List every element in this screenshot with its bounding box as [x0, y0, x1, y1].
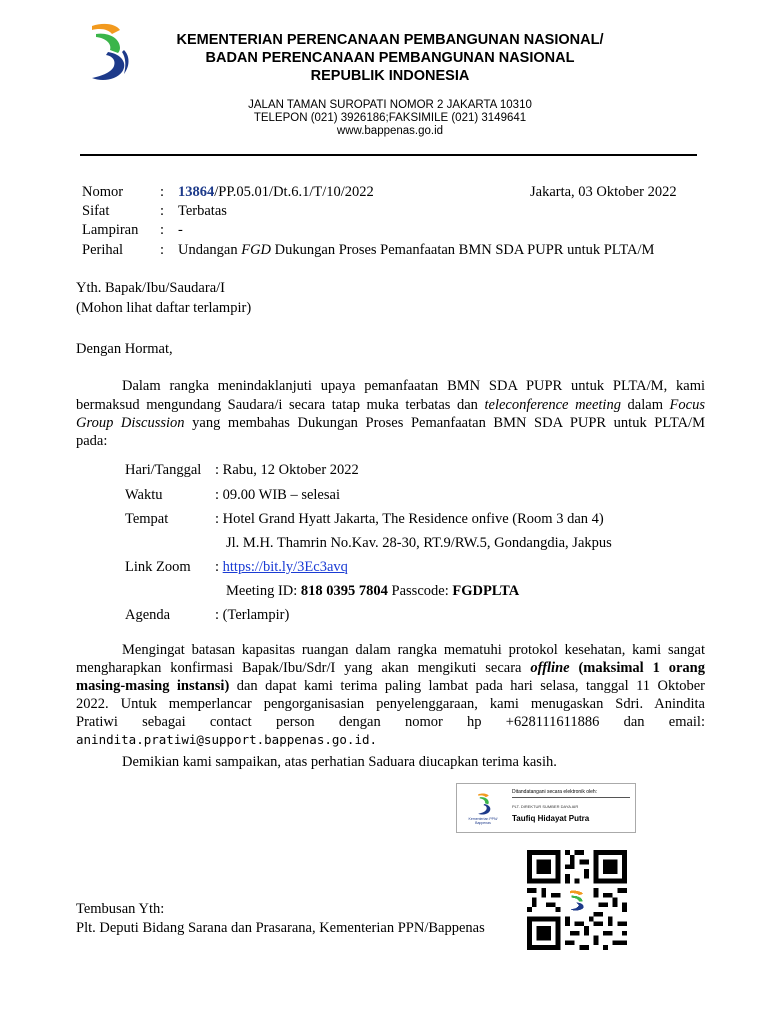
para1-line3: [76, 414, 705, 432]
para2-line2: [76, 659, 705, 677]
para1-line2-a: bermaksud mengundang Saudara/i secara tatap muka terbatas dan: [76, 397, 485, 413]
para1-focus: Focus: [669, 397, 705, 413]
signature-caption: Ditandatangani secara elektronik oleh:: [512, 789, 598, 795]
ministry-name-line2: BADAN PERENCANAAN PEMBANGUNAN NASIONAL: [205, 50, 575, 66]
day-label: Hari/Tanggal: [125, 462, 202, 478]
passcode-label: Passcode:: [387, 583, 453, 599]
zoom-label: Link Zoom: [125, 559, 191, 575]
perihal-label: Perihal: [82, 242, 124, 258]
place-date: Jakarta, 03 Oktober 2022: [530, 184, 677, 200]
perihal-colon: :: [160, 242, 165, 258]
lampiran-colon: :: [160, 222, 165, 238]
signature-divider: [512, 797, 630, 798]
sifat-colon: :: [160, 203, 165, 219]
perihal-subject: Dukungan Proses Pemanfaatan BMN SDA PUPR untuk PLTA/M: [271, 242, 655, 258]
para1-teleconference: teleconference meeting: [484, 397, 621, 413]
passcode: FGDPLTA: [452, 583, 520, 599]
para2-line5: Pratiwi sebagai contact person dengan nomor hp +628111611886 dan email:: [76, 714, 705, 730]
ministry-name-line3: REPUBLIK INDONESIA: [310, 68, 470, 84]
para2-line3: [76, 677, 705, 695]
day-value: : Rabu, 12 Oktober 2022: [215, 462, 359, 478]
para1-group-discussion: Group Discussion: [76, 415, 185, 431]
para1-line2: [76, 396, 705, 414]
cc-recipient: Plt. Deputi Bidang Sarana dan Prasarana, Kementerian PPN/Bappenas: [76, 920, 485, 936]
contact-email[interactable]: anindita.pratiwi@support.bappenas.go.id.: [76, 732, 378, 747]
para2-max-note: (maksimal 1 orang: [569, 660, 705, 676]
signature-org: Kementerian PPN/ Bappenas: [468, 817, 498, 825]
sifat-value: Terbatas: [178, 203, 227, 219]
recipient-line2: (Mohon lihat daftar terlampir): [76, 300, 252, 316]
nomor-value: [178, 184, 374, 201]
signature-logo: [475, 792, 495, 816]
para1-line3-b: yang membahas Dukungan Proses Pemanfaatan BMN SDA PUPR untuk PLTA/M: [184, 415, 705, 431]
perihal-value: [178, 242, 654, 259]
agenda-label: Agenda: [125, 607, 171, 623]
zoom-value: [215, 559, 348, 576]
meeting-credentials: [226, 583, 519, 600]
closing: Demikian kami sampaikan, atas perhatian Saduara diucapkan terima kasih.: [122, 754, 557, 770]
greeting: Dengan Hormat,: [76, 341, 173, 357]
signature-position: PLT. DIREKTUR SUMBER DAYA AIR: [512, 804, 579, 809]
qr-code: [524, 850, 630, 950]
letterhead-divider: [80, 154, 697, 156]
perihal-fgd: FGD: [241, 242, 272, 258]
para2-per-instance: masing-masing instansi): [76, 678, 230, 694]
ministry-website: www.bappenas.go.id: [336, 125, 444, 137]
lampiran-label: Lampiran: [82, 222, 139, 238]
e-signature-box: [456, 783, 636, 833]
time-value: : 09.00 WIB – selesai: [215, 487, 340, 503]
para2-line4: 2022. Untuk memperlancar pengorganisasian penyelenggaraan, kami menugaskan Sdri. Anindita: [76, 696, 705, 712]
ministry-address: JALAN TAMAN SUROPATI NOMOR 2 JAKARTA 10310: [248, 99, 532, 111]
sifat-label: Sifat: [82, 203, 110, 219]
nomor-label: Nomor: [82, 184, 124, 200]
para1-line1: Dalam rangka menindaklanjuti upaya pemanfaatan BMN SDA PUPR untuk PLTA/M, kami: [122, 378, 705, 394]
recipient-line1: Yth. Bapak/Ibu/Saudara/I: [76, 280, 225, 296]
para2-offline: offline: [530, 660, 570, 676]
cc-label: Tembusan Yth:: [76, 901, 165, 917]
para2-line3-b: dan dapat kami terima paling lambat pada hari selasa, tanggal 11 Oktober: [229, 678, 705, 694]
agenda-value: : (Terlampir): [215, 607, 290, 623]
zoom-link[interactable]: https://bit.ly/3Ec3avq: [222, 559, 348, 575]
para2-line2-a: mengharapkan konfirmasi Bapak/Ibu/Sdr/I yang akan mengikuti secara: [76, 660, 531, 676]
para2-line1: Mengingat batasan kapasitas ruangan dalam rangka mematuhi protokol kesehatan, kami sangat: [122, 642, 705, 658]
lampiran-value: -: [178, 222, 183, 238]
meeting-id: 818 0395 7804: [300, 583, 388, 599]
signer-name: Taufiq Hidayat Putra: [512, 814, 590, 823]
para1-line2-c: dalam: [620, 397, 670, 413]
nomor-colon: :: [160, 184, 165, 200]
perihal-prefix: Undangan: [178, 242, 242, 258]
time-label: Waktu: [125, 487, 163, 503]
ministry-phone: TELEPON (021) 3926186;FAKSIMILE (021) 3149641: [253, 112, 527, 124]
ministry-name-line1: KEMENTERIAN PERENCANAAN PEMBANGUNAN NASIONAL/: [176, 32, 604, 48]
place-value: : Hotel Grand Hyatt Jakarta, The Residence onfive (Room 3 dan 4): [215, 511, 604, 527]
nomor-number: 13864: [178, 184, 215, 200]
place-label: Tempat: [125, 511, 169, 527]
zoom-colon: :: [215, 559, 223, 575]
meeting-id-label: Meeting ID:: [226, 583, 301, 599]
nomor-code: /PP.05.01/Dt.6.1/T/10/2022: [214, 184, 374, 200]
para1-line4: pada:: [76, 433, 108, 449]
place-address: Jl. M.H. Thamrin No.Kav. 28-30, RT.9/RW.5, Gondangdia, Jakpus: [226, 535, 612, 551]
